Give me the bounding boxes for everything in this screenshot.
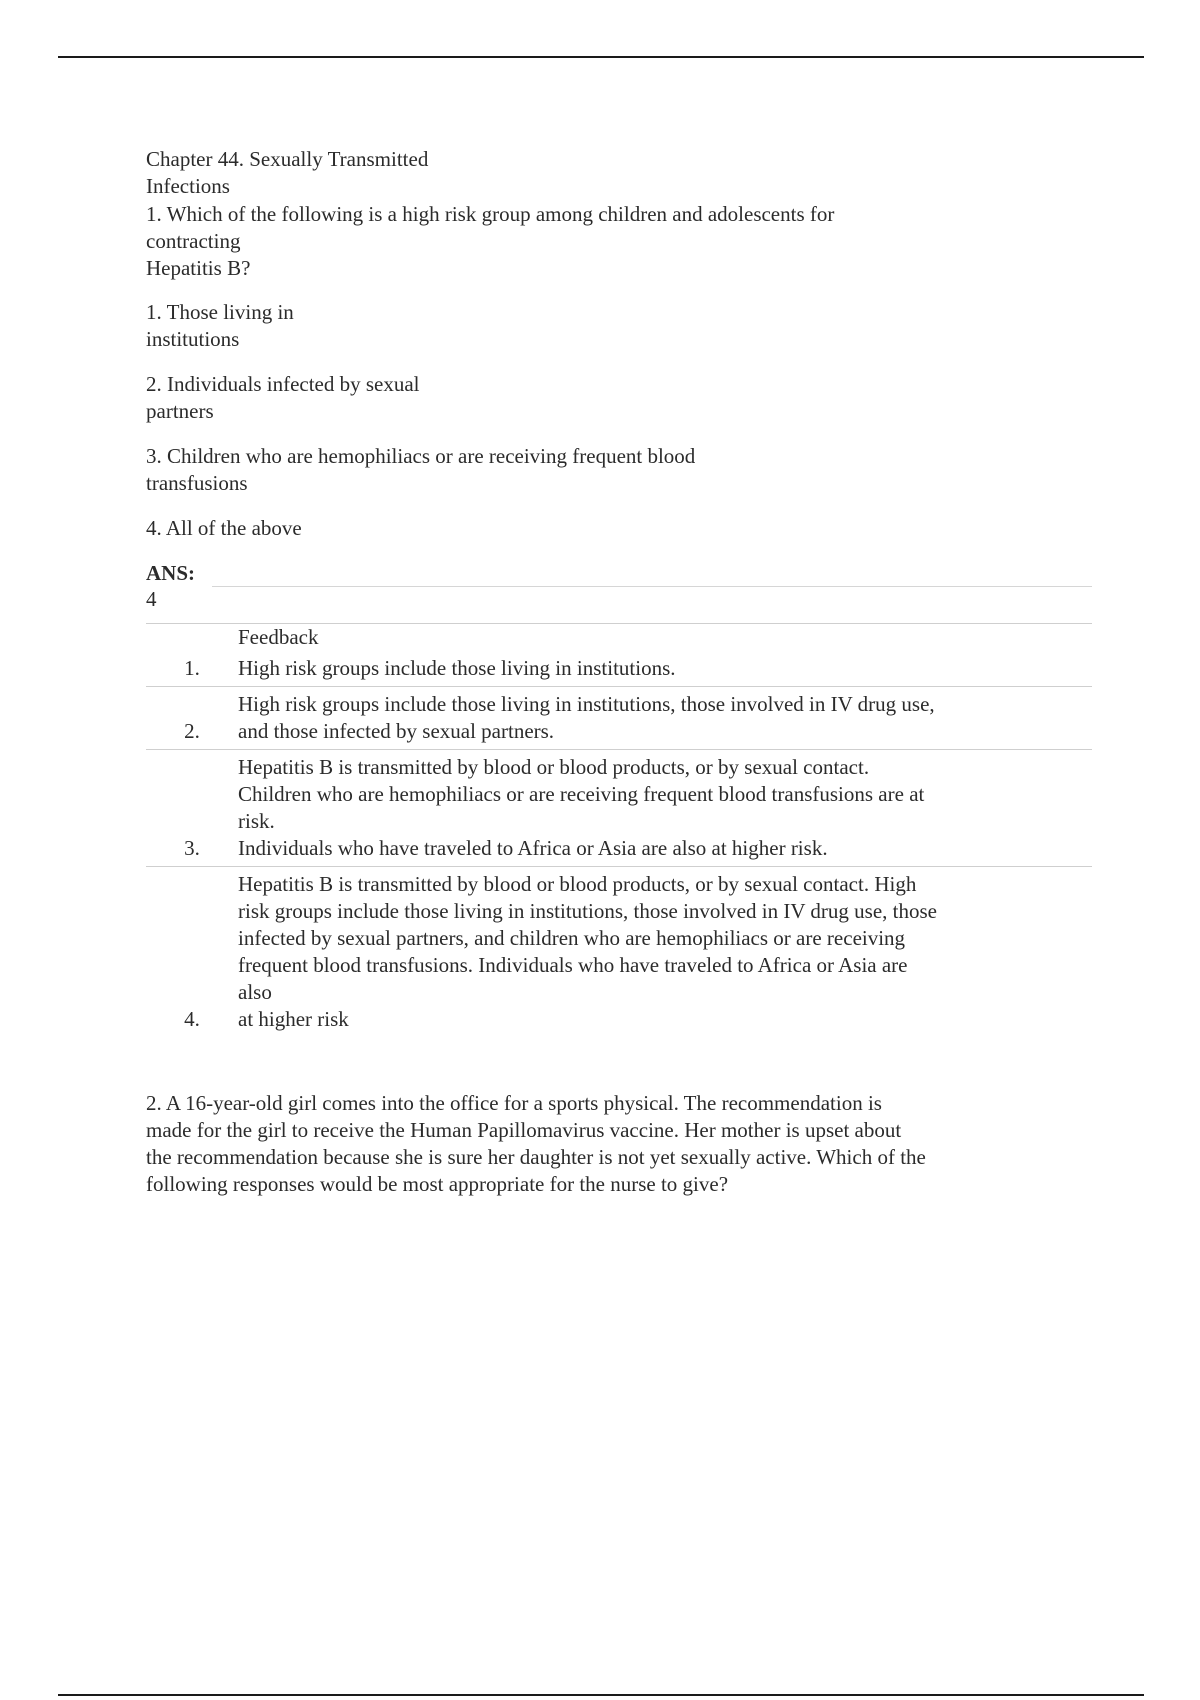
bottom-rule <box>58 1694 1144 1696</box>
feedback-line: Hepatitis B is transmitted by blood or blood products, or by sexual contact. <box>238 755 870 779</box>
feedback-line: Hepatitis B is transmitted by blood or blood products, or by sexual contact. High <box>238 872 917 896</box>
feedback-text <box>238 655 1092 682</box>
option-1-line-1: 1. Those living in <box>146 300 294 324</box>
question-2-line: made for the girl to receive the Human Papillomavirus vaccine. Her mother is upset about <box>146 1118 902 1142</box>
option-3 <box>146 443 904 497</box>
option-2-line-2: partners <box>146 399 214 423</box>
option-1 <box>146 299 436 353</box>
feedback-line: risk groups include those living in institutions, those involved in IV drug use, those <box>238 899 937 923</box>
answer-label: ANS: <box>146 561 196 585</box>
feedback-line: High risk groups include those living in institutions. <box>238 656 676 680</box>
answer-underline <box>212 586 1092 587</box>
answer-block <box>146 560 1092 611</box>
answer-value: 4 <box>146 587 157 611</box>
chapter-title <box>146 146 583 200</box>
feedback-line: frequent blood transfusions. Individuals who have traveled to Africa or Asia are <box>238 953 908 977</box>
feedback-line: infected by sexual partners, and children who are hemophiliacs or are receiving <box>238 926 906 950</box>
feedback-num: 4. <box>184 1007 200 1031</box>
question-2-line: the recommendation because she is sure her daughter is not yet sexually active. Which of the <box>146 1145 926 1169</box>
feedback-header-num-cell <box>146 624 238 651</box>
feedback-line: also <box>238 980 272 1004</box>
feedback-table <box>146 623 1092 1037</box>
option-4-line-1: 4. All of the above <box>146 516 302 540</box>
option-2-line-1: 2. Individuals infected by sexual <box>146 372 420 396</box>
feedback-row-4 <box>146 867 1092 1037</box>
feedback-line: risk. <box>238 809 275 833</box>
top-rule <box>58 56 1144 58</box>
feedback-text <box>238 871 1092 1033</box>
question-1-line-3: Hepatitis B? <box>146 256 251 280</box>
document-body <box>146 146 1092 1198</box>
feedback-line: High risk groups include those living in institutions, those involved in IV drug use, <box>238 692 935 716</box>
feedback-row-2 <box>146 687 1092 750</box>
question-1-line-1: 1. Which of the following is a high risk group among children and adolescents for <box>146 202 835 226</box>
feedback-num: 2. <box>184 719 200 743</box>
question-2-stem <box>146 1090 1058 1198</box>
feedback-text <box>238 691 1092 745</box>
feedback-line: at higher risk <box>238 1007 349 1031</box>
chapter-title-line-2: Infections <box>146 174 230 198</box>
question-1-stem <box>146 201 1058 282</box>
feedback-num-cell <box>146 754 238 862</box>
question-1-options <box>146 299 1092 542</box>
feedback-num-cell <box>146 655 238 682</box>
option-4 <box>146 515 1092 542</box>
option-3-line-2: transfusions <box>146 471 248 495</box>
question-2-line: following responses would be most appropriate for the nurse to give? <box>146 1172 729 1196</box>
feedback-line: Children who are hemophiliacs or are receiving frequent blood transfusions are at <box>238 782 925 806</box>
option-1-line-2: institutions <box>146 327 240 351</box>
question-2-line: 2. A 16-year-old girl comes into the office for a sports physical. The recommendation is <box>146 1091 882 1115</box>
feedback-row-1 <box>146 651 1092 687</box>
option-2 <box>146 371 548 425</box>
feedback-text <box>238 754 1092 862</box>
option-3-line-1: 3. Children who are hemophiliacs or are receiving frequent blood <box>146 444 696 468</box>
feedback-header: Feedback <box>238 625 319 649</box>
feedback-header-row <box>146 624 1092 651</box>
question-1-line-2: contracting <box>146 229 241 253</box>
feedback-num-cell <box>146 691 238 745</box>
feedback-line: Individuals who have traveled to Africa or Asia are also at higher risk. <box>238 836 828 860</box>
feedback-line: and those infected by sexual partners. <box>238 719 555 743</box>
chapter-title-line-1: Chapter 44. Sexually Transmitted <box>146 147 429 171</box>
feedback-num-cell <box>146 871 238 1033</box>
feedback-row-3 <box>146 750 1092 867</box>
feedback-num: 3. <box>184 836 200 860</box>
feedback-num: 1. <box>184 656 200 680</box>
